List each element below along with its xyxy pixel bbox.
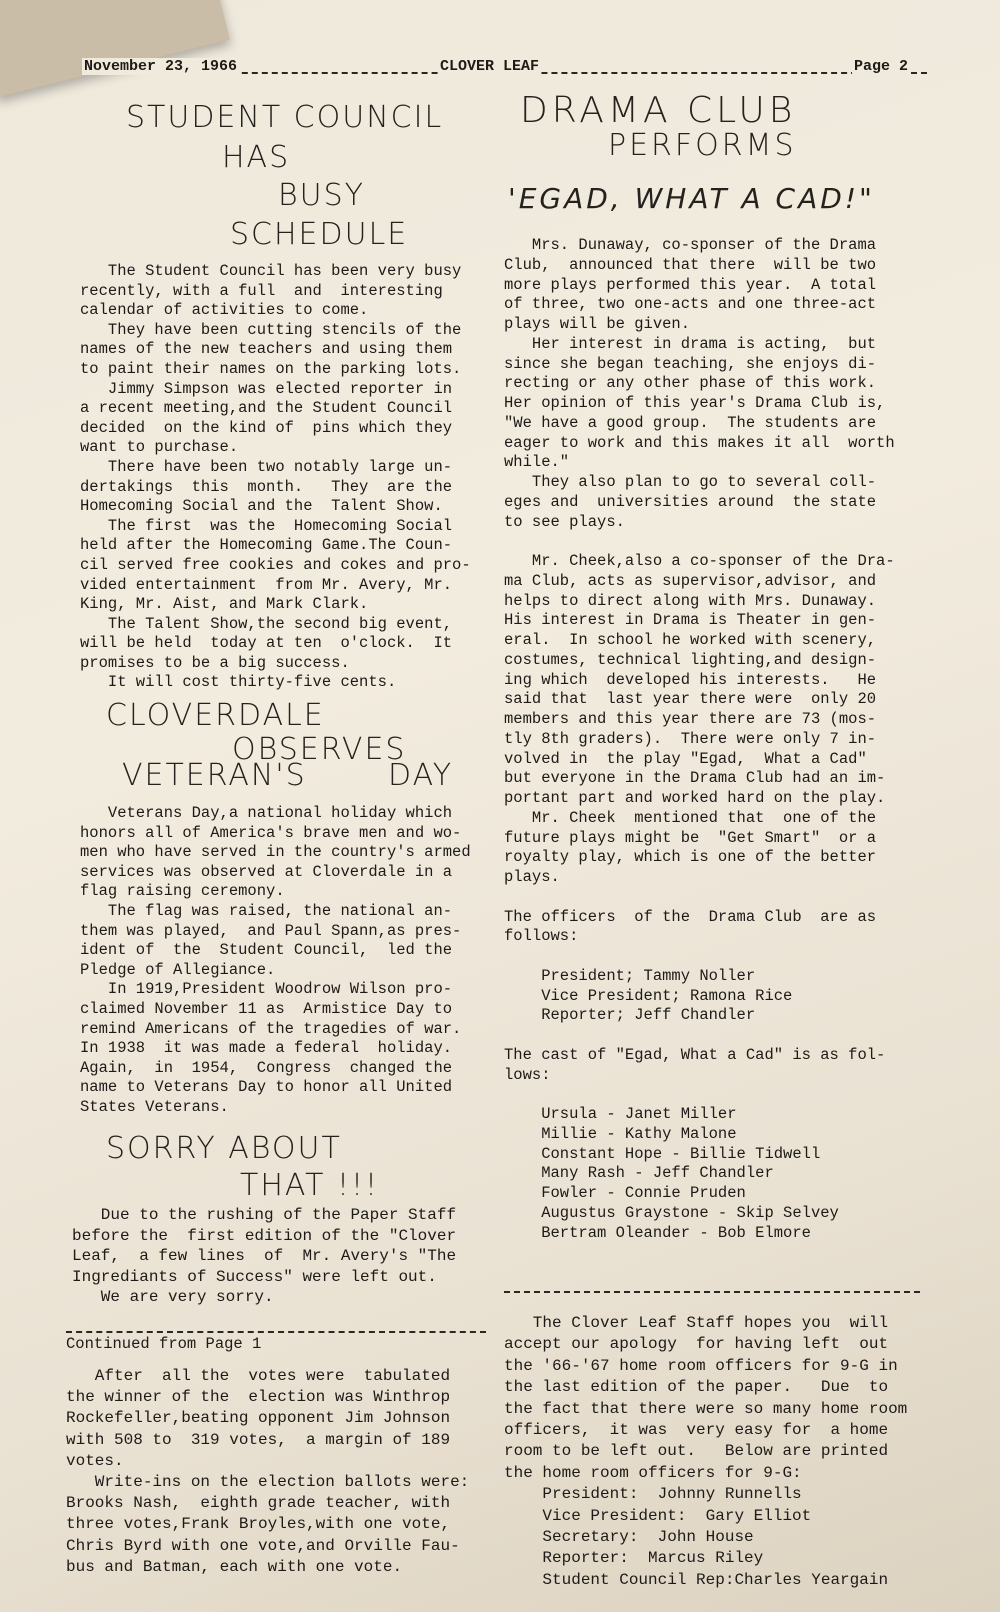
student-council-headline-1: STUDENT COUNCIL [126,100,444,135]
article-line: held after the Homecoming Game.The Coun- [80,536,453,555]
article-line: The Talent Show,the second big event, [80,614,453,633]
article-line: claimed November 11 as Armistice Day to [80,999,453,1018]
article-line: Due to the rushing of the Paper Staff [72,1206,457,1224]
article-line: bus and Batman, each with one vote. [66,1557,403,1576]
article-line: remind Americans of the tragedies of war. [80,1019,462,1038]
article-line: They also plan to go to several coll- [504,473,877,491]
article-line: We are very sorry. [72,1288,274,1306]
article-line: more plays performed this year. A total [504,275,877,294]
page-header [82,58,927,82]
article-line: The Student Council has been very busy [80,262,462,280]
article-line: members and this year there are 73 (mos- [504,710,877,728]
article-line: plays. [504,868,560,886]
article-line: honors all of America's brave men and wo- [80,823,462,842]
article-line: the winner of the election was Winthrop [66,1388,451,1407]
article-line: Ursula - Janet Miller [504,1105,737,1123]
article-line: President; Tammy Noller [504,966,756,985]
continued-article [66,1366,469,1578]
veterans-headline-1: CLOVERDALE [106,698,325,733]
article-line: Constant Hope - Billie Tidwell [504,1144,821,1163]
article-line: the home room officers for 9-G: [504,1463,802,1482]
article-line: Mr. Cheek,also a co-sponser of the Dra- [504,552,895,570]
article-line: Club, announced that there will be two [504,255,877,274]
article-line: the '66-'67 home room officers for 9-G in [504,1356,898,1375]
article-line: calendar of activities to come. [80,301,369,320]
article-line: flag raising ceremony. [80,882,285,901]
article-line: Vice President; Ramona Rice [504,986,793,1005]
student-council-headline-2: HAS [222,140,291,175]
article-line: said that last year there were only 20 [504,690,877,709]
article-line [504,947,895,967]
article-line: Rockefeller,beating opponent Jim Johnson [66,1409,451,1428]
article-line: them was played, and Paul Spann,as pres- [80,921,462,940]
article-line: names of the new teachers and using them [80,340,453,359]
article-line: Chris Byrd with one vote,and Orville Fau- [66,1536,460,1555]
article-line: while." [504,453,570,472]
drama-subtitle: 'EGAD, WHAT A CAD!" [508,182,875,215]
article-line: portant part and worked hard on the play. [504,789,886,807]
article-line: President: Johnny Runnells [504,1485,802,1504]
article-line: King, Mr. Aist, and Mark Clark. [80,595,369,614]
continued-heading: Continued from Page 1 [66,1335,262,1353]
article-line: Mr. Cheek mentioned that one of the [504,808,877,827]
article-line: Veterans Day,a national holiday which [80,804,453,822]
article-line: In 1919,President Woodrow Wilson pro- [80,980,453,999]
folded-corner [0,0,230,97]
sorry-headline-2: THAT !!! [240,1168,380,1203]
article-line: to see plays. [504,512,625,531]
article-line: The officers of the Drama Club are as [504,907,877,926]
article-line: The Clover Leaf Staff hopes you will [504,1314,889,1332]
article-line: want to purchase. [80,438,239,457]
article-line: decided on the kind of pins which they [80,418,453,437]
article-line: After all the votes were tabulated [66,1367,451,1385]
header-page-number: Page 2 [854,58,909,75]
article-line [504,888,895,908]
article-line: Homecoming Social and the Talent Show. [80,497,443,516]
article-line: future plays might be "Get Smart" or a [504,828,877,847]
article-line [504,1085,895,1105]
article-line: with 508 to 319 votes, a margin of 189 [66,1430,451,1449]
article-line: plays will be given. [504,315,691,333]
drama-headline-1: DRAMA CLUB [520,90,797,131]
drama-article [504,236,895,1243]
article-line: The cast of "Egad, What a Cad" is as fol- [504,1045,886,1064]
article-line: to paint their names on the parking lots. [80,359,462,378]
article-line: vided entertainment from Mr. Avery, Mr. [80,575,453,594]
article-line: accept our apology for having left out [504,1335,889,1354]
article-line: Fowler - Connie Pruden [504,1184,746,1202]
article-line: Bertram Oleander - Bob Elmore [504,1223,811,1242]
article-line: men who have served in the country's armed [80,843,471,862]
article-line: Secretary: John House [504,1528,754,1547]
article-line: before the first edition of the "Clover [72,1226,457,1245]
student-council-article [80,262,471,693]
drama-headline-2: PERFORMS [608,128,797,163]
article-line: votes. [66,1451,124,1470]
article-line: dertakings this month. They are the [80,477,453,496]
article-line: name to Veterans Day to honor all United [80,1078,453,1097]
article-line: There have been two notably large un- [80,457,453,476]
article-line: since she began teaching, she enjoys di- [504,354,877,373]
article-line: cil served free cookies and cokes and pro- [80,555,471,574]
article-line: Reporter; Jeff Chandler [504,1006,756,1025]
article-line: Student Council Rep:Charles Yeargain [504,1570,889,1589]
article-line: the fact that there were so many home room [504,1399,908,1418]
article-line: a recent meeting,and the Student Council [80,399,453,418]
article-line: helps to direct along with Mrs. Dunaway. [504,591,877,610]
article-line: will be held today at ten o'clock. It [80,634,453,653]
sorry-headline-1: SORRY ABOUT [106,1131,342,1166]
article-line: His interest in Drama is Theater in gen- [504,611,877,630]
article-line: States Veterans. [80,1097,229,1116]
article-line: volved in the play "Egad, What a Cad" [504,749,867,768]
article-line: three votes,Frank Broyles,with one vote, [66,1515,451,1534]
article-line: but everyone in the Drama Club had an im- [504,769,886,788]
article-line: ma Club, acts as supervisor,advisor, and [504,571,877,590]
apology-article [504,1313,907,1591]
article-line: Millie - Kathy Malone [504,1124,737,1143]
article-line: In 1938 it was made a federal holiday. [80,1039,453,1058]
article-line: The flag was raised, the national an- [80,901,453,920]
article-line: eager to work and this makes it all worth [504,433,895,452]
article-line [504,1026,895,1046]
sorry-article [72,1205,456,1308]
article-line: They have been cutting stencils of the [80,320,462,339]
left-column-divider [66,1331,486,1333]
article-line: Write-ins on the election ballots were: [66,1473,470,1492]
article-line: recting or any other phase of this work. [504,374,877,393]
article-line: Ingrediants of Success" were left out. [72,1267,437,1286]
article-line: eges and universities around the state [504,492,877,511]
article-line: It will cost thirty-five cents. [80,673,397,692]
article-line: Mrs. Dunaway, co-sponser of the Drama [504,236,877,254]
student-council-headline-4: SCHEDULE [230,217,409,252]
veterans-headline-4: DAY [388,758,454,793]
student-council-headline-3: BUSY [278,178,365,213]
article-line: eral. In school he worked with scenery, [504,631,877,649]
article-line: The first was the Homecoming Social [80,516,453,535]
article-line: "We have a good group. The students are [504,413,877,432]
article-line: recently, with a full and interesting [80,281,443,300]
article-line: Again, in 1954, Congress changed the [80,1058,453,1077]
article-line [504,532,895,552]
article-line: room to be left out. Below are printed [504,1442,889,1461]
article-line: Vice President: Gary Elliot [504,1506,812,1525]
article-line: costumes, technical lighting,and design- [504,650,877,669]
article-line: Her interest in drama is acting, but [504,334,877,353]
article-line: Pledge of Allegiance. [80,960,276,979]
article-line: the last edition of the paper. Due to [504,1378,889,1397]
right-column-divider [504,1291,920,1293]
veterans-headline-3: VETERAN'S [122,758,307,793]
article-line: of three, two one-acts and one three-act [504,295,877,314]
article-line: Leaf, a few lines of Mr. Avery's "The [72,1247,457,1265]
article-line: Reporter: Marcus Riley [504,1549,764,1568]
article-line: follows: [504,927,579,946]
article-line: Her opinion of this year's Drama Club is, [504,394,886,412]
article-line: ing which developed his interests. He [504,670,877,689]
article-line: services was observed at Cloverdale in a [80,862,453,881]
article-line: lows: [504,1065,551,1084]
article-line: royalty play, which is one of the better [504,848,877,867]
header-paper-name: CLOVER LEAF [440,58,540,75]
veterans-article [80,804,471,1118]
header-date: November 23, 1966 [84,58,238,75]
article-line: Jimmy Simpson was elected reporter in [80,379,453,398]
article-line: Many Rash - Jeff Chandler [504,1164,774,1183]
article-line: tly 8th graders). There were only 7 in- [504,729,877,748]
article-line: Brooks Nash, eighth grade teacher, with [66,1494,451,1513]
article-line: ident of the Student Council, led the [80,941,453,960]
article-line: officers, it was very easy for a home [504,1421,889,1440]
article-line: promises to be a big success. [80,653,350,672]
veterans-headline-2: OBSERVES [232,732,407,767]
article-line: Augustus Graystone - Skip Selvey [504,1203,839,1222]
